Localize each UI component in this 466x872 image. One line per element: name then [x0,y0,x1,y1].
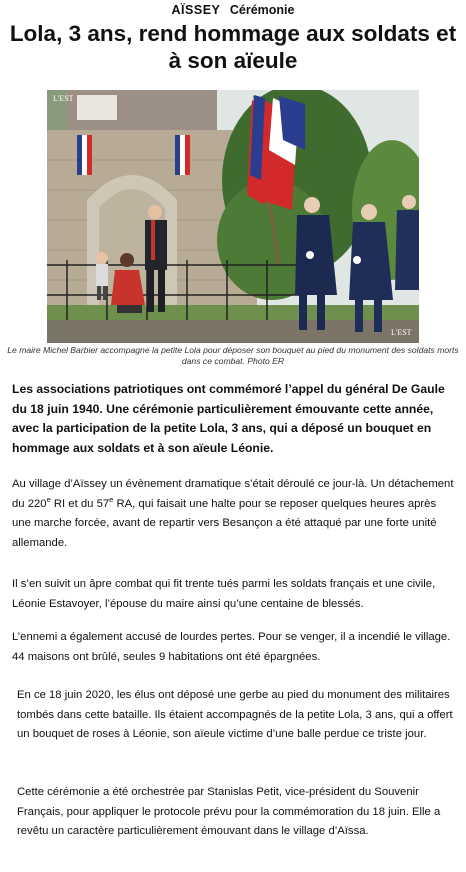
paragraph-4: En ce 18 juin 2020, les élus ont déposé une gerbe au pied du monument des militaires tombés dans cette bataille. Ils étaient accompagnés de la petite Lola, 3 ans, qui a offert un bouquet de roses à Léonie, son aïeule victime d’une balle perdue ce triste jour. [17,689,453,741]
article-lead: Les associations patriotiques ont commémoré l’appel du général De Gaule du 18 juin 1940. Une cérémonie particulièrement émouvante cette année, avec la participation de la petite Lola, 3 ans, qui a déposé un bouquet en hommage aux soldats et à son aïeule Léonie. [12,382,445,456]
watermark-top: L'EST [53,94,74,103]
paragraph-5: Cette cérémonie a été orchestrée par Stanislas Petit, vice-président du Souvenir Français, pour appliquer le protocole prévu pour la commémoration du 18 juin. Elle a revêtu un caractère particulièrement émouvant dans le village d’Aïssa. [17,786,441,838]
watermark-bottom: L'EST [391,328,412,337]
paragraph-1: Au village d’Aïssey un évènement dramatique s’était déroulé ce jour-là. Un détachement du 220e RI et du 57e RA, qui faisait une halte pour se reposer quelques heures après une marche forcée, avant de repartir vers Besançon a été attaqué par une forte unité allemande. [12,478,454,550]
article-kicker [0,3,466,17]
article-headline: Lola, 3 ans, rend hommage aux soldats et à son aïeule [9,21,457,73]
paragraph-3: L’ennemi a également accusé de lourdes pertes. Pour se venger, il a incendié le village. 44 maisons ont brûlé, seules 9 habitations ont été épargnées. [12,631,451,663]
photo-caption: Le maire Michel Barbier accompagne la petite Lola pour déposer son bouquet au pied du monument des soldats morts dans ce combat. Photo ER [7,345,459,366]
kicker-place: AÏSSEY [171,3,221,17]
kicker-rubric: Cérémonie [229,3,295,17]
article-photo [47,90,419,343]
paragraph-2: Il s’en suivit un âpre combat qui fit trente tués parmi les soldats français et une civile, Léonie Estavoyer, l’épouse du maire ainsi qu’une centaine de blessés. [12,578,436,610]
